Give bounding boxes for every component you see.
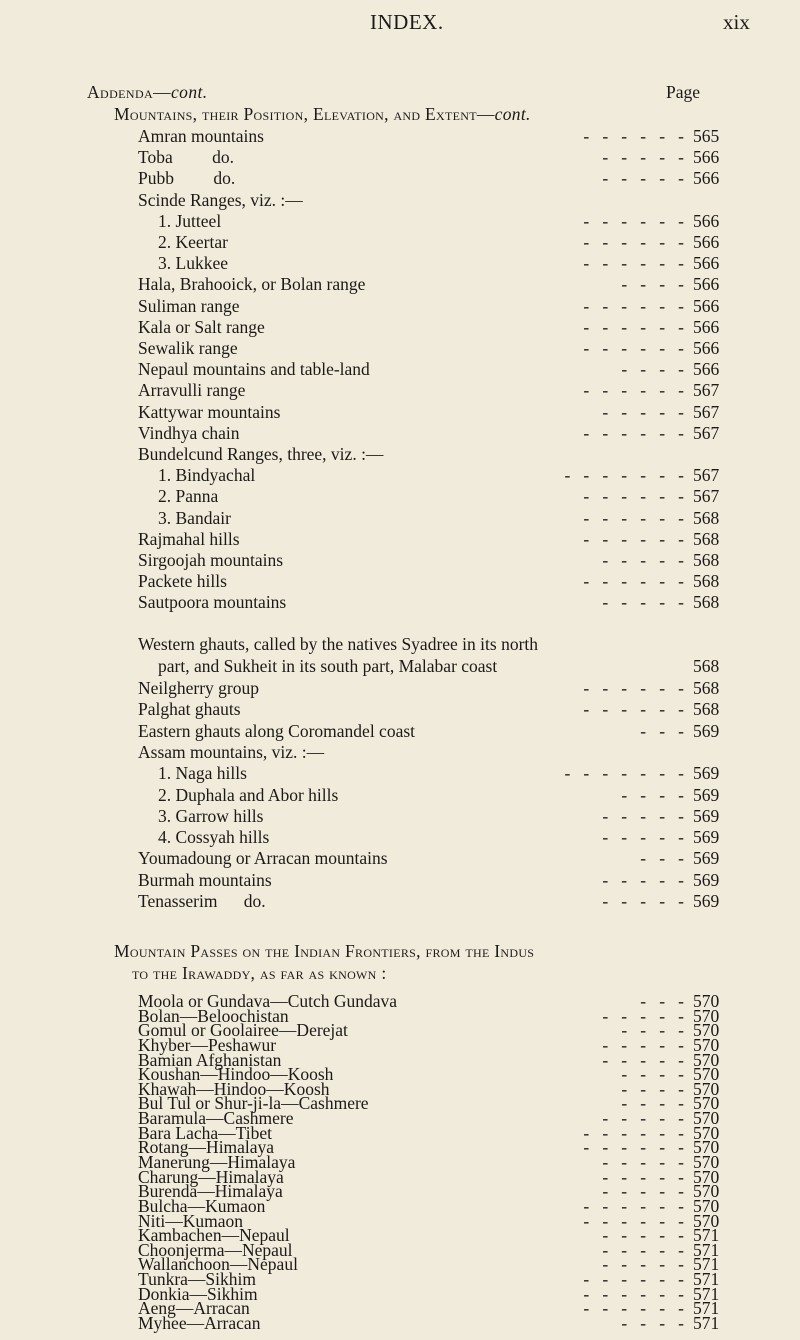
entry-leader-dashes: - - - - - bbox=[602, 1034, 684, 1055]
entry-label: Wallanchoon—Nepaul bbox=[138, 1254, 298, 1275]
entry-leader-dashes: - - - bbox=[640, 720, 684, 741]
entry-leader-dashes: - - - - - - bbox=[583, 1195, 684, 1216]
entry-label: Sirgoojah mountains bbox=[138, 550, 284, 570]
entry-label: Khyber—Peshawur bbox=[138, 1034, 277, 1055]
index-entry bbox=[0, 379, 800, 401]
entry-label: Rajmahal hills bbox=[138, 528, 240, 549]
entry-label: Gomul or Goolairee—Derejat bbox=[138, 1020, 348, 1041]
entry-page: 570 bbox=[693, 1005, 720, 1026]
entry-leader-dashes: - - - - - bbox=[602, 1108, 684, 1129]
entry-page: 571 bbox=[693, 1269, 720, 1290]
entry-leader-dashes: - - - - - bbox=[602, 1005, 684, 1026]
entry-label: Bara Lacha—Tibet bbox=[138, 1122, 272, 1143]
index-entry bbox=[0, 210, 800, 232]
entry-label: Koushan—Hindoo—Koosh bbox=[138, 1064, 334, 1085]
entry-label: Bundelcund Ranges, three, viz. :— bbox=[138, 444, 384, 464]
entry-label: Sautpoora mountains bbox=[138, 592, 287, 613]
entry-label: 3. Garrow hills bbox=[158, 805, 264, 826]
index-entry bbox=[0, 762, 800, 784]
entry-label: Arravulli range bbox=[138, 380, 246, 401]
entry-leader-dashes: - - - - - bbox=[602, 891, 684, 911]
entry-label: Donkia—Sikhim bbox=[138, 1283, 258, 1304]
index-entry bbox=[0, 485, 800, 507]
entry-leader-dashes: - - - - - bbox=[602, 592, 684, 613]
entry-label: Moola or Gundava—Cutch Gundava bbox=[138, 991, 398, 1011]
entry-leader-dashes: - - - - - bbox=[602, 1166, 684, 1187]
entry-page: 570 bbox=[693, 1108, 720, 1129]
entry-page: 566 bbox=[693, 147, 720, 168]
entry-label: Charung—Himalaya bbox=[138, 1166, 284, 1187]
entry-page: 569 bbox=[693, 784, 720, 805]
mountains-heading: Mountains, their Position, Elevation, and Extent—cont. bbox=[114, 104, 531, 124]
entry-page: 566 bbox=[693, 253, 720, 274]
entry-page: 570 bbox=[693, 1093, 720, 1114]
entry-leader-dashes: - - - - - - bbox=[583, 1298, 684, 1319]
header-title: INDEX. bbox=[370, 10, 444, 34]
entry-page: 570 bbox=[693, 1137, 720, 1158]
entry-page: 571 bbox=[693, 1225, 720, 1246]
index-entry bbox=[0, 720, 800, 742]
entry-leader-dashes: - - - bbox=[640, 991, 684, 1011]
index-entry bbox=[0, 464, 800, 486]
page-column-label: Page bbox=[666, 82, 701, 102]
entry-page: 570 bbox=[693, 1049, 720, 1070]
entry-label: 1. Naga hills bbox=[158, 763, 247, 784]
index-entry bbox=[0, 422, 800, 444]
entry-leader-dashes: - - - - - - bbox=[583, 210, 684, 231]
entry-leader-dashes: - - - - - bbox=[602, 1049, 684, 1070]
index-entry bbox=[0, 570, 800, 592]
entry-page: 571 bbox=[693, 1313, 720, 1333]
entry-label: Pubb do. bbox=[138, 168, 236, 189]
mountains-heading-cont: cont. bbox=[494, 104, 531, 124]
entry-label: Rotang—Himalaya bbox=[138, 1137, 275, 1158]
entry-leader-dashes: - - - - - - bbox=[583, 1283, 684, 1304]
entry-label: Bolan—Beloochistan bbox=[138, 1005, 289, 1026]
index-entry bbox=[0, 337, 800, 359]
western-ghauts-line2 bbox=[0, 655, 800, 677]
entry-label: Burmah mountains bbox=[138, 869, 272, 890]
entry-label: Eastern ghauts along Coromandel coast bbox=[138, 720, 416, 741]
entry-leader-dashes: - - - - - bbox=[602, 805, 684, 826]
entry-leader-dashes: - - - - - - bbox=[583, 295, 684, 316]
entry-page: 570 bbox=[693, 1210, 720, 1231]
index-entry bbox=[0, 741, 800, 763]
passes-heading-line1: Mountain Passes on the Indian Frontiers, from the Indus bbox=[114, 941, 535, 961]
entry-label: 3. Bandair bbox=[158, 507, 231, 528]
entry-page: 570 bbox=[693, 1122, 720, 1143]
index-entry bbox=[0, 189, 800, 211]
section-label: Addenda—cont. bbox=[87, 82, 208, 102]
entry-leader-dashes: - - - - - - bbox=[583, 699, 684, 720]
entry-label: Tunkra—Sikhim bbox=[138, 1269, 256, 1290]
entry-page: 565 bbox=[693, 126, 720, 146]
entry-leader-dashes: - - - - - bbox=[602, 869, 684, 890]
entry-page: 569 bbox=[693, 848, 720, 869]
index-entry bbox=[0, 784, 800, 806]
entry-leader-dashes: - - - - - - bbox=[583, 422, 684, 443]
entry-label: Nepaul mountains and table-land bbox=[138, 359, 370, 380]
index-entry bbox=[0, 507, 800, 529]
entry-label: Aeng—Arracan bbox=[138, 1298, 250, 1319]
entry-leader-dashes: - - - - - - bbox=[583, 571, 684, 592]
entry-leader-dashes: - - - - - - bbox=[583, 338, 684, 358]
entry-page: 568 bbox=[693, 528, 720, 549]
entry-label: Choonjerma—Nepaul bbox=[138, 1239, 293, 1260]
entry-page: 566 bbox=[693, 232, 720, 252]
entry-page: 569 bbox=[693, 763, 720, 784]
entry-page: 571 bbox=[693, 1254, 720, 1275]
entry-leader-dashes: - - - - - bbox=[602, 1152, 684, 1172]
entry-page: 567 bbox=[693, 486, 720, 507]
index-entry bbox=[0, 890, 800, 912]
entry-label: Suliman range bbox=[138, 295, 240, 316]
entry-page: 570 bbox=[693, 991, 720, 1011]
entry-label: 2. Keertar bbox=[158, 232, 228, 252]
entry-leader-dashes: - - - - - - bbox=[583, 1269, 684, 1290]
entry-label: Kala or Salt range bbox=[138, 316, 265, 337]
entry-leader-dashes: - - - bbox=[640, 848, 684, 869]
passes-heading-line2: to the Irawaddy, as far as known : bbox=[132, 963, 387, 983]
entry-label: Kattywar mountains bbox=[138, 401, 281, 422]
entry-leader-dashes: - - - - bbox=[621, 1020, 684, 1041]
index-entry bbox=[0, 869, 800, 891]
entry-page: 566 bbox=[693, 316, 720, 337]
index-entry bbox=[0, 401, 800, 423]
entry-page: 571 bbox=[693, 1298, 720, 1319]
entry-page: 569 bbox=[693, 891, 720, 911]
entry-label: Hala, Brahooick, or Bolan range bbox=[138, 274, 366, 295]
entry-page: 571 bbox=[693, 1283, 720, 1304]
index-entry bbox=[0, 125, 800, 147]
entry-page: 570 bbox=[693, 1152, 720, 1172]
entry-leader-dashes: - - - - - - bbox=[583, 1137, 684, 1158]
entry-label: Burenda—Himalaya bbox=[138, 1181, 283, 1202]
entry-label: Palghat ghauts bbox=[138, 699, 241, 720]
entry-leader-dashes: - - - - bbox=[621, 1313, 684, 1333]
section-name: Addenda bbox=[87, 82, 154, 102]
entry-leader-dashes: - - - - - - bbox=[583, 126, 684, 146]
index-entry bbox=[0, 167, 800, 189]
entry-page: 568 bbox=[693, 678, 720, 698]
entry-label: Myhee—Arracan bbox=[138, 1313, 261, 1333]
entry-leader-dashes: - - - - - bbox=[602, 1181, 684, 1202]
entry-label: Bul Tul or Shur-ji-la—Cashmere bbox=[138, 1093, 369, 1114]
entry-leader-dashes: - - - - - - bbox=[583, 1210, 684, 1231]
entry-leader-dashes: - - - - bbox=[621, 1064, 684, 1085]
entry-label: Baramula—Cashmere bbox=[138, 1108, 294, 1129]
entry-label: 4. Cossyah hills bbox=[158, 827, 270, 848]
entry-page: 569 bbox=[693, 805, 720, 826]
index-entry bbox=[0, 826, 800, 848]
entry-page: 570 bbox=[693, 1020, 720, 1041]
entry-label: part, and Sukheit in its south part, Malabar coast bbox=[158, 656, 498, 676]
entry-label: Niti—Kumaon bbox=[138, 1210, 243, 1231]
index-entry bbox=[0, 528, 800, 550]
entry-label: 2. Panna bbox=[158, 486, 219, 507]
entry-leader-dashes: - - - - - - bbox=[583, 253, 684, 274]
index-entry bbox=[0, 273, 800, 295]
entry-page: 566 bbox=[693, 168, 720, 189]
entry-leader-dashes: - - - - - bbox=[602, 1254, 684, 1275]
entry-leader-dashes: - - - - - - bbox=[583, 507, 684, 528]
entry-page: 566 bbox=[693, 210, 720, 231]
entry-label: Toba do. bbox=[138, 147, 234, 168]
entry-leader-dashes: - - - - - bbox=[602, 550, 684, 570]
index-entry bbox=[0, 591, 800, 613]
entry-leader-dashes: - - - - - bbox=[602, 401, 684, 422]
entry-label: Sewalik range bbox=[138, 338, 238, 358]
entry-page: 568 bbox=[693, 507, 720, 528]
entry-page: 570 bbox=[693, 1195, 720, 1216]
entry-page: 568 bbox=[693, 592, 720, 613]
entry-label: Tenasserim do. bbox=[138, 891, 266, 911]
entry-label: 2. Duphala and Abor hills bbox=[158, 784, 339, 805]
entry-page: 570 bbox=[693, 1034, 720, 1055]
entry-page: 570 bbox=[693, 1064, 720, 1085]
entry-label: Amran mountains bbox=[138, 126, 264, 146]
index-entry bbox=[0, 146, 800, 168]
entry-leader-dashes: - - - - bbox=[621, 1093, 684, 1114]
entry-page: 566 bbox=[693, 274, 720, 295]
entry-leader-dashes: - - - - - - bbox=[583, 528, 684, 549]
entry-label: Kambachen—Nepaul bbox=[138, 1225, 290, 1246]
entry-leader-dashes: - - - - - bbox=[602, 827, 684, 848]
index-entry bbox=[0, 847, 800, 869]
entry-label: Packete hills bbox=[138, 571, 227, 592]
index-entry bbox=[0, 252, 800, 274]
entry-leader-dashes: - - - - bbox=[621, 274, 684, 295]
entry-leader-dashes: - - - - - - bbox=[583, 316, 684, 337]
western-ghauts-line1: Western ghauts, called by the natives Syadree in its north bbox=[138, 634, 539, 654]
entry-page: 566 bbox=[693, 338, 720, 358]
entry-label: Youmadoung or Arracan mountains bbox=[138, 848, 388, 869]
entry-page: 568 bbox=[693, 699, 720, 720]
entry-leader-dashes: - - - - - - - bbox=[564, 465, 684, 486]
entry-label: 1. Bindyachal bbox=[158, 465, 256, 486]
index-entry bbox=[0, 1313, 800, 1333]
entry-leader-dashes: - - - - bbox=[621, 359, 684, 380]
entry-leader-dashes: - - - - - bbox=[602, 147, 684, 168]
entry-page: 567 bbox=[693, 465, 720, 486]
entry-leader-dashes: - - - - - bbox=[602, 1239, 684, 1260]
entry-label: 3. Lukkee bbox=[158, 253, 228, 274]
entry-leader-dashes: - - - - bbox=[621, 1078, 684, 1099]
header-page-number: xix bbox=[723, 10, 750, 34]
entry-page: 568 bbox=[693, 550, 720, 570]
section-cont: cont. bbox=[171, 82, 208, 102]
entry-leader-dashes: - - - - - - bbox=[583, 232, 684, 252]
index-entry bbox=[0, 805, 800, 827]
entry-leader-dashes: - - - - - - bbox=[583, 380, 684, 401]
mountains-heading-text: Mountains, their Position, Elevation, and Extent bbox=[114, 104, 477, 124]
index-entry bbox=[0, 358, 800, 380]
index-entry bbox=[0, 295, 800, 317]
entry-label: Assam mountains, viz. :— bbox=[138, 741, 325, 762]
index-entry bbox=[0, 549, 800, 571]
entry-page: 569 bbox=[693, 827, 720, 848]
entry-leader-dashes: - - - - - bbox=[602, 1225, 684, 1246]
entry-page: 567 bbox=[693, 401, 720, 422]
entry-page: 571 bbox=[693, 1239, 720, 1260]
entry-page: 566 bbox=[693, 295, 720, 316]
entry-leader-dashes: - - - - bbox=[621, 784, 684, 805]
entry-page: 567 bbox=[693, 380, 720, 401]
entry-label: Neilgherry group bbox=[138, 678, 260, 698]
index-entry bbox=[0, 316, 800, 338]
entry-page: 568 bbox=[693, 656, 720, 676]
entry-label: Vindhya chain bbox=[138, 422, 240, 443]
entry-label: 1. Jutteel bbox=[158, 210, 222, 231]
entry-page: 567 bbox=[693, 422, 720, 443]
entry-leader-dashes: - - - - - - bbox=[583, 1122, 684, 1143]
entry-page: 569 bbox=[693, 720, 720, 741]
entry-label: Bamian Afghanistan bbox=[138, 1049, 282, 1070]
index-entry bbox=[0, 443, 800, 465]
index-entry bbox=[0, 698, 800, 720]
entry-leader-dashes: - - - - - - bbox=[583, 678, 684, 698]
entry-page: 570 bbox=[693, 1181, 720, 1202]
entry-leader-dashes: - - - - - - bbox=[583, 486, 684, 507]
entry-page: 568 bbox=[693, 571, 720, 592]
entry-label: Bulcha—Kumaon bbox=[138, 1195, 266, 1216]
running-header bbox=[0, 10, 800, 40]
entry-page: 570 bbox=[693, 1078, 720, 1099]
entry-label: Scinde Ranges, viz. :— bbox=[138, 189, 303, 210]
index-entry bbox=[0, 231, 800, 253]
entry-label: Khawah—Hindoo—Koosh bbox=[138, 1078, 330, 1099]
entry-leader-dashes: - - - - - - - bbox=[564, 763, 684, 784]
index-entry bbox=[0, 677, 800, 699]
entry-page: 569 bbox=[693, 869, 720, 890]
entry-label: Manerung—Himalaya bbox=[138, 1152, 296, 1172]
entry-leader-dashes: - - - - - bbox=[602, 168, 684, 189]
entry-page: 566 bbox=[693, 359, 720, 380]
entry-page: 570 bbox=[693, 1166, 720, 1187]
